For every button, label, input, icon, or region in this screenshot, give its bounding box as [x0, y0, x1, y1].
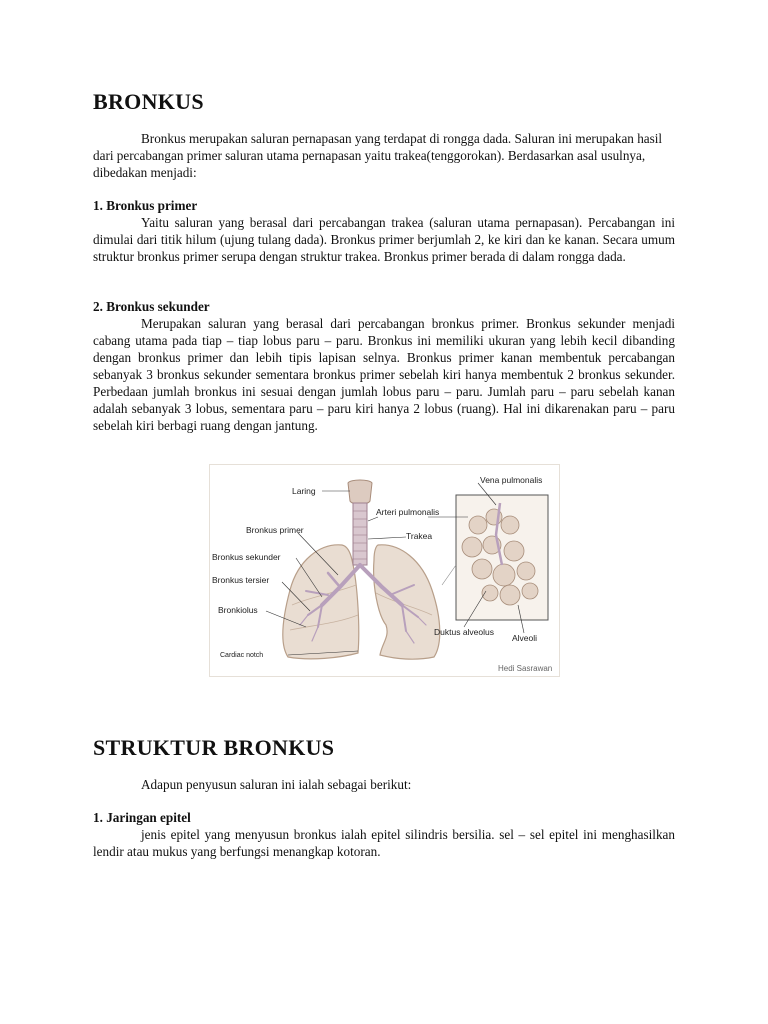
paragraph-bronkus-primer-text: Yaitu saluran yang berasal dari percabangan trakea (saluran utama pernapasan). Percabangan ini dimulai dari titik hilum (ujung tulang dada). Bronkus primer berjumlah 2, ke kiri dan ke kanan. Secara umum struktur bronkus primer serupa dengan struktur trakea. Bronkus primer berada di dalam rongga dada. — [93, 215, 675, 264]
heading-jaringan-epitel: 1. Jaringan epitel — [93, 810, 191, 825]
paragraph-intro — [93, 130, 675, 181]
trachea-shape — [353, 503, 367, 565]
label-arteri-pulmonalis: Arteri pulmonalis — [376, 507, 440, 517]
heading-bronkus-primer: 1. Bronkus primer — [93, 198, 198, 213]
section-title-bronkus: BRONKUS — [93, 89, 204, 114]
paragraph-intro-text: Bronkus merupakan saluran pernapasan yang terdapat di rongga dada. Saluran ini merupakan hasil dari percabangan primer saluran utama pernapasan yaitu trakea(tenggorokan). Berdasarkan asal usulnya, dibedakan menjadi: — [93, 131, 663, 180]
label-duktus-alveolus: Duktus alveolus — [434, 627, 495, 637]
label-trakea: Trakea — [406, 531, 433, 541]
section-title-struktur: STRUKTUR BRONKUS — [93, 735, 335, 760]
label-laring: Laring — [292, 486, 316, 496]
heading-bronkus-sekunder: 2. Bronkus sekunder — [93, 299, 210, 314]
larynx-shape — [348, 480, 372, 504]
paragraph-jaringan-epitel — [93, 826, 675, 860]
label-vena-pulmonalis: Vena pulmonalis — [480, 475, 543, 485]
left-lung-shape — [374, 545, 440, 659]
paragraph-bronkus-sekunder — [93, 315, 675, 434]
label-bronkiolus: Bronkiolus — [218, 605, 258, 615]
paragraph-struktur-intro-text: Adapun penyusun saluran ini ialah sebagai berikut: — [141, 777, 412, 792]
label-bronkus-sekunder: Bronkus sekunder — [212, 552, 281, 562]
paragraph-jaringan-epitel-text: jenis epitel yang menyusun bronkus ialah epitel silindris bersilia. sel – sel epitel ini menghasilkan lendir atau mukus yang berfungsi menangkap kotoran. — [93, 827, 675, 859]
label-alveoli: Alveoli — [512, 633, 538, 643]
paragraph-bronkus-sekunder-text: Merupakan saluran yang berasal dari percabangan bronkus primer. Bronkus sekunder menjadi cabang utama pada tiap – tiap lobus paru – paru. Bronkus ini memiliki ukuran yang lebih kecil dibanding dengan bronkus primer dan lebih tipis lapisan selnya. Bronkus primer kanan membentuk percabangan sebanyak 3 bronkus sekunder sementara bronkus primer sebelah kiri hanya membentuk 2 bronkus sekunder. Perbedaan jumlah bronkus ini sesuai dengan jumlah lobus paru – paru. Jumlah paru – paru sebelah kanan adalah sebanyak 3 lobus, sementara paru – paru kiri hanya 2 lobus (ruang). Hal ini dikarenakan paru – paru sebelah kiri berbagi ruang dengan jantung. — [93, 316, 675, 433]
respiratory-diagram-svg — [210, 465, 559, 676]
label-bronkus-tersier: Bronkus tersier — [212, 575, 270, 585]
paragraph-struktur-intro — [93, 776, 675, 793]
paragraph-bronkus-primer — [93, 214, 675, 265]
label-cardiac-notch: Cardiac notch — [220, 652, 264, 659]
label-bronkus-primer: Bronkus primer — [246, 525, 304, 535]
respiratory-diagram — [209, 464, 560, 677]
right-lung-shape — [283, 545, 359, 659]
figure-credit: Hedi Sasrawan — [498, 664, 553, 673]
